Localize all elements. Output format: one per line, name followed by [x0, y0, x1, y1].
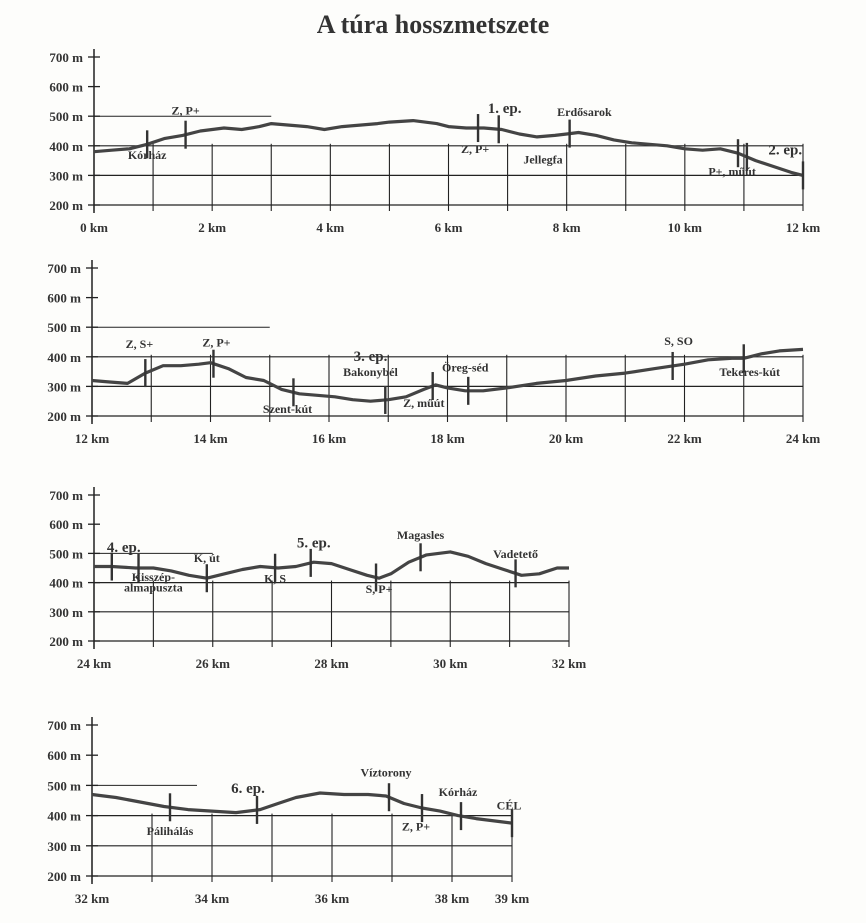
- waypoint-label: Tekeres-kút: [719, 365, 781, 380]
- y-tick-label: 200 m: [49, 198, 83, 213]
- y-tick-label: 300 m: [49, 604, 83, 620]
- y-tick-label: 600 m: [47, 290, 81, 306]
- waypoint-label: Z, P+: [461, 142, 490, 157]
- y-tick-label: 600 m: [49, 517, 83, 533]
- x-tick-label: 36 km: [314, 891, 350, 906]
- x-tick-label: 14 km: [193, 431, 228, 446]
- x-tick-label: 0 km: [80, 220, 108, 235]
- waypoint-label: almapuszta: [124, 580, 183, 595]
- x-tick-label: 32 km: [551, 656, 587, 671]
- waypoint-label: S, SO: [664, 333, 693, 348]
- waypoint-label: Z, P+: [171, 103, 200, 118]
- waypoint-label: Kórház: [438, 784, 478, 799]
- x-tick-label: 22 km: [667, 431, 702, 446]
- y-tick-label: 400 m: [49, 575, 83, 591]
- waypoint-label: Z, műút: [403, 396, 445, 411]
- waypoint-label: Z, P+: [202, 335, 231, 350]
- x-tick-label: 6 km: [434, 220, 463, 235]
- waypoint-label: Kisszép-: [131, 570, 176, 585]
- waypoint-label: K, S: [264, 571, 287, 586]
- waypoint-label: K, út: [193, 551, 220, 566]
- waypoint-label: Magasles: [396, 527, 445, 542]
- waypoint-label: P+, műút: [708, 164, 756, 179]
- waypoint-label: CÉL: [496, 798, 522, 813]
- x-tick-label: 24 km: [76, 656, 112, 671]
- x-tick-label: 30 km: [433, 656, 468, 671]
- waypoint-label: Erdősarok: [557, 105, 612, 120]
- x-tick-label: 4 km: [316, 220, 345, 235]
- x-tick-label: 34 km: [194, 891, 230, 906]
- y-tick-label: 700 m: [47, 261, 81, 276]
- waypoint-label: Jellegfa: [523, 152, 563, 167]
- waypoint-label: Z, S+: [125, 336, 154, 351]
- waypoint-label: Öreg-séd: [442, 360, 489, 375]
- waypoint-label: 4. ep.: [106, 539, 141, 556]
- waypoint-label: S, P+: [365, 581, 393, 596]
- y-tick-label: 500 m: [49, 109, 83, 125]
- y-tick-label: 200 m: [47, 409, 81, 424]
- waypoint-label: 3. ep.: [353, 349, 388, 366]
- chart-title: A túra hosszmetszete: [316, 10, 550, 39]
- waypoint-label: Z, P+: [401, 819, 431, 834]
- x-tick-label: 10 km: [667, 220, 702, 235]
- waypoint-label: 6. ep.: [231, 780, 265, 797]
- x-tick-label: 12 km: [74, 431, 110, 446]
- x-tick-label: 20 km: [548, 431, 584, 446]
- y-tick-label: 200 m: [47, 869, 81, 884]
- y-tick-label: 500 m: [47, 778, 81, 794]
- x-tick-label: 18 km: [430, 431, 465, 446]
- y-tick-label: 500 m: [49, 546, 83, 562]
- y-tick-label: 700 m: [49, 50, 83, 65]
- y-tick-label: 300 m: [47, 838, 81, 854]
- y-tick-label: 700 m: [49, 488, 83, 503]
- x-tick-label: 28 km: [314, 656, 349, 671]
- waypoint-label: Bakonybél: [343, 365, 398, 380]
- x-tick-label: 16 km: [311, 431, 347, 446]
- x-tick-label: 12 km: [785, 220, 821, 235]
- y-tick-label: 400 m: [47, 808, 81, 824]
- x-tick-label: 38 km: [434, 891, 470, 906]
- y-tick-label: 500 m: [47, 320, 81, 336]
- y-tick-label: 300 m: [49, 168, 83, 184]
- x-tick-label: 26 km: [195, 656, 230, 671]
- x-tick-label: 39 km: [494, 891, 530, 906]
- y-tick-label: 400 m: [49, 138, 83, 154]
- waypoint-label: Kórház: [127, 148, 167, 163]
- y-tick-label: 200 m: [49, 634, 83, 649]
- y-tick-label: 600 m: [49, 79, 83, 95]
- x-tick-label: 32 km: [74, 891, 110, 906]
- waypoint-label: 1. ep.: [487, 101, 522, 118]
- waypoint-label: Szent-kút: [262, 402, 313, 417]
- x-tick-label: 24 km: [785, 431, 821, 446]
- waypoint-label: 5. ep.: [296, 535, 331, 552]
- x-tick-label: 8 km: [552, 220, 581, 235]
- waypoint-label: Víztorony: [360, 765, 412, 780]
- x-tick-label: 2 km: [198, 220, 227, 235]
- y-tick-label: 300 m: [47, 379, 81, 395]
- y-tick-label: 700 m: [47, 718, 81, 733]
- waypoint-label: Vadetető: [493, 546, 539, 561]
- waypoint-label: Pálihálás: [146, 824, 194, 839]
- y-tick-label: 600 m: [47, 748, 81, 764]
- y-tick-label: 400 m: [47, 349, 81, 365]
- waypoint-label: 2. ep.: [768, 142, 803, 159]
